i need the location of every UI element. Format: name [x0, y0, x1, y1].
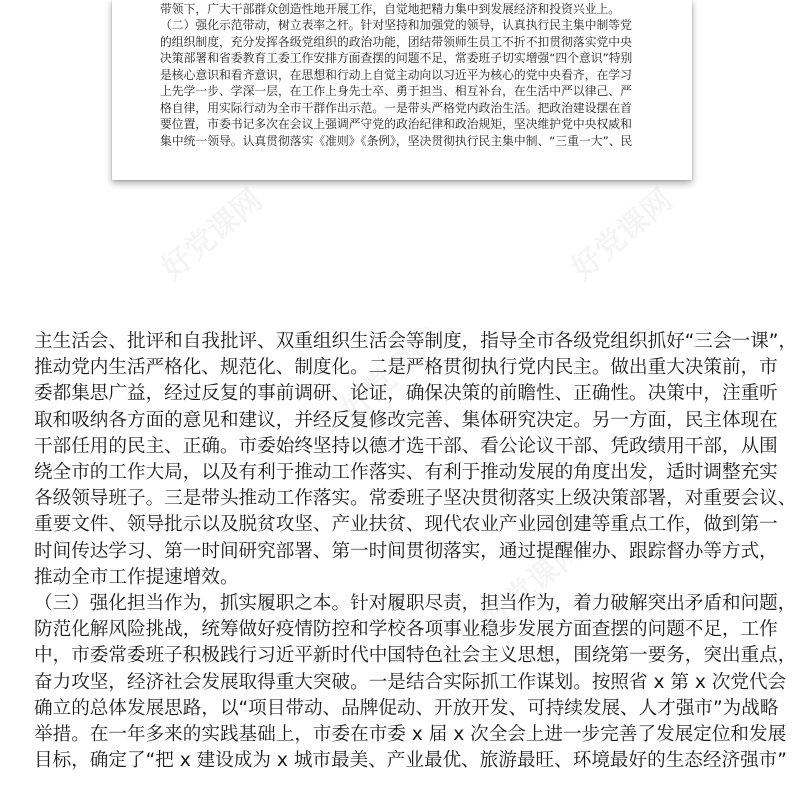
preview-line: 是核心意识和看齐意识，在思想和行动上自觉主动向以习近平为核心的党中央看齐，在学习 — [160, 67, 632, 82]
body-line: 奋力攻坚，经济社会发展取得重大突破。一是结合实际抓工作谋划。按照省 x 第 x 次党代会 — [34, 671, 787, 693]
body-line: 委都集思广益，经过反复的事前调研、论证，确保决策的前瞻性、正确性。决策中，注重听 — [34, 383, 778, 405]
preview-line: 上先学一步、学深一层，在工作上身先士卒、勇于担当、相互补台，在生活中严以律己、严 — [160, 84, 632, 98]
body-line: 确立的总体发展思路，以“项目带动、品牌促动、开放开发、可持续发展、人才强市”为战略 — [34, 697, 779, 719]
preview-line: 要位置，市委书记多次在会议上强调严守党的政治纪律和政治规矩，坚决维护党中央权威和 — [160, 117, 632, 131]
body-line: 主生活会、批评和自我批评、双重组织生活会等制度，指导全市各级党组织抓好“三会一课”， — [34, 331, 798, 352]
body-line: 绕全市的工作大局，以及有利于推动工作落实、有利于推动发展的角度出发，适时调整充实 — [34, 462, 778, 484]
preview-line: 决策部署和省委教育工委工作安排方面查摆的问题不足，常委班子切实增强“四个意识”特别 — [160, 51, 633, 65]
body-line: （三）强化担当作为，抓实履职之本。针对履职尽责，担当作为，着力破解突出矛盾和问题， — [34, 593, 797, 615]
page-preview-card — [112, 0, 692, 180]
preview-line: 带领下，广大干部群众创造性地开展工作，自觉地把精力集中到发展经济和投资兴业上。 — [160, 1, 621, 16]
preview-line: （二）强化示范带动，树立表率之杆。针对坚持和加强党的领导，认真执行民主集中制等党 — [160, 18, 632, 32]
watermark — [150, 177, 270, 288]
body-line: 推动党内生活严格化、规范化、制度化。二是严格贯彻执行党内民主。做出重大决策前，市 — [34, 357, 778, 379]
body-line: 举措。在一年多来的实践基础上，市委在市委 x 届 x 次全会上进一步完善了发展定位和发展 — [34, 724, 787, 746]
body-line: 取和吸纳各方面的意见和建议，并经反复修改完善、集体研究决定。另一方面，民主体现在 — [34, 409, 778, 431]
body-line: 中，市委常委班子积极践行习近平新时代中国特色社会主义思想，围绕第一要务，突出重点， — [34, 645, 797, 667]
body-line: 推动全市工作提速增效。 — [34, 566, 239, 588]
preview-text — [160, 0, 644, 149]
preview-line: 集中统一领导。认真贯彻落实《准则》《条例》，坚决贯彻执行民主集中制、“三重一大”、民 — [160, 133, 633, 148]
preview-paragraph — [160, 0, 644, 149]
document-body — [34, 329, 798, 774]
body-line: 干部任用的民主、正确。市委始终坚持以德才选干部、看公论议干部、凭政绩用干部，从围 — [34, 435, 778, 457]
preview-line: 的组织制度，充分发挥各级党组织的政治功能，团结带领师生员工不折不扣贯彻落实党中央 — [160, 34, 632, 49]
preview-line: 格自律，用实际行动为全市干群作出示范。一是带头严格党内政治生活。把政治建设摆在首 — [160, 100, 632, 115]
body-line: 时间传达学习、第一时间研究部署、第一时间贯彻落实，通过提醒催办、跟踪督办等方式， — [34, 540, 778, 562]
paragraph-section-3 — [34, 591, 797, 774]
body-line: 各级领导班子。三是带头推动工作落实。常委班子坚决贯彻落实上级决策部署，对重要会议、 — [34, 488, 797, 510]
body-line: 重要文件、领导批示以及脱贫攻坚、产业扶贫、现代农业产业园创建等重点工作，做到第一 — [34, 514, 778, 536]
paragraph-continuation — [34, 329, 798, 591]
body-line: 目标，确定了“把 x 建设成为 x 城市最美、产业最优、旅游最旺、环境最好的生态经济强市” — [34, 750, 787, 772]
body-line: 防范化解风险挑战，统筹做好疫情防控和学校各项事业稳步发展方面查摆的问题不足，工作 — [34, 619, 778, 641]
watermark — [560, 177, 680, 288]
